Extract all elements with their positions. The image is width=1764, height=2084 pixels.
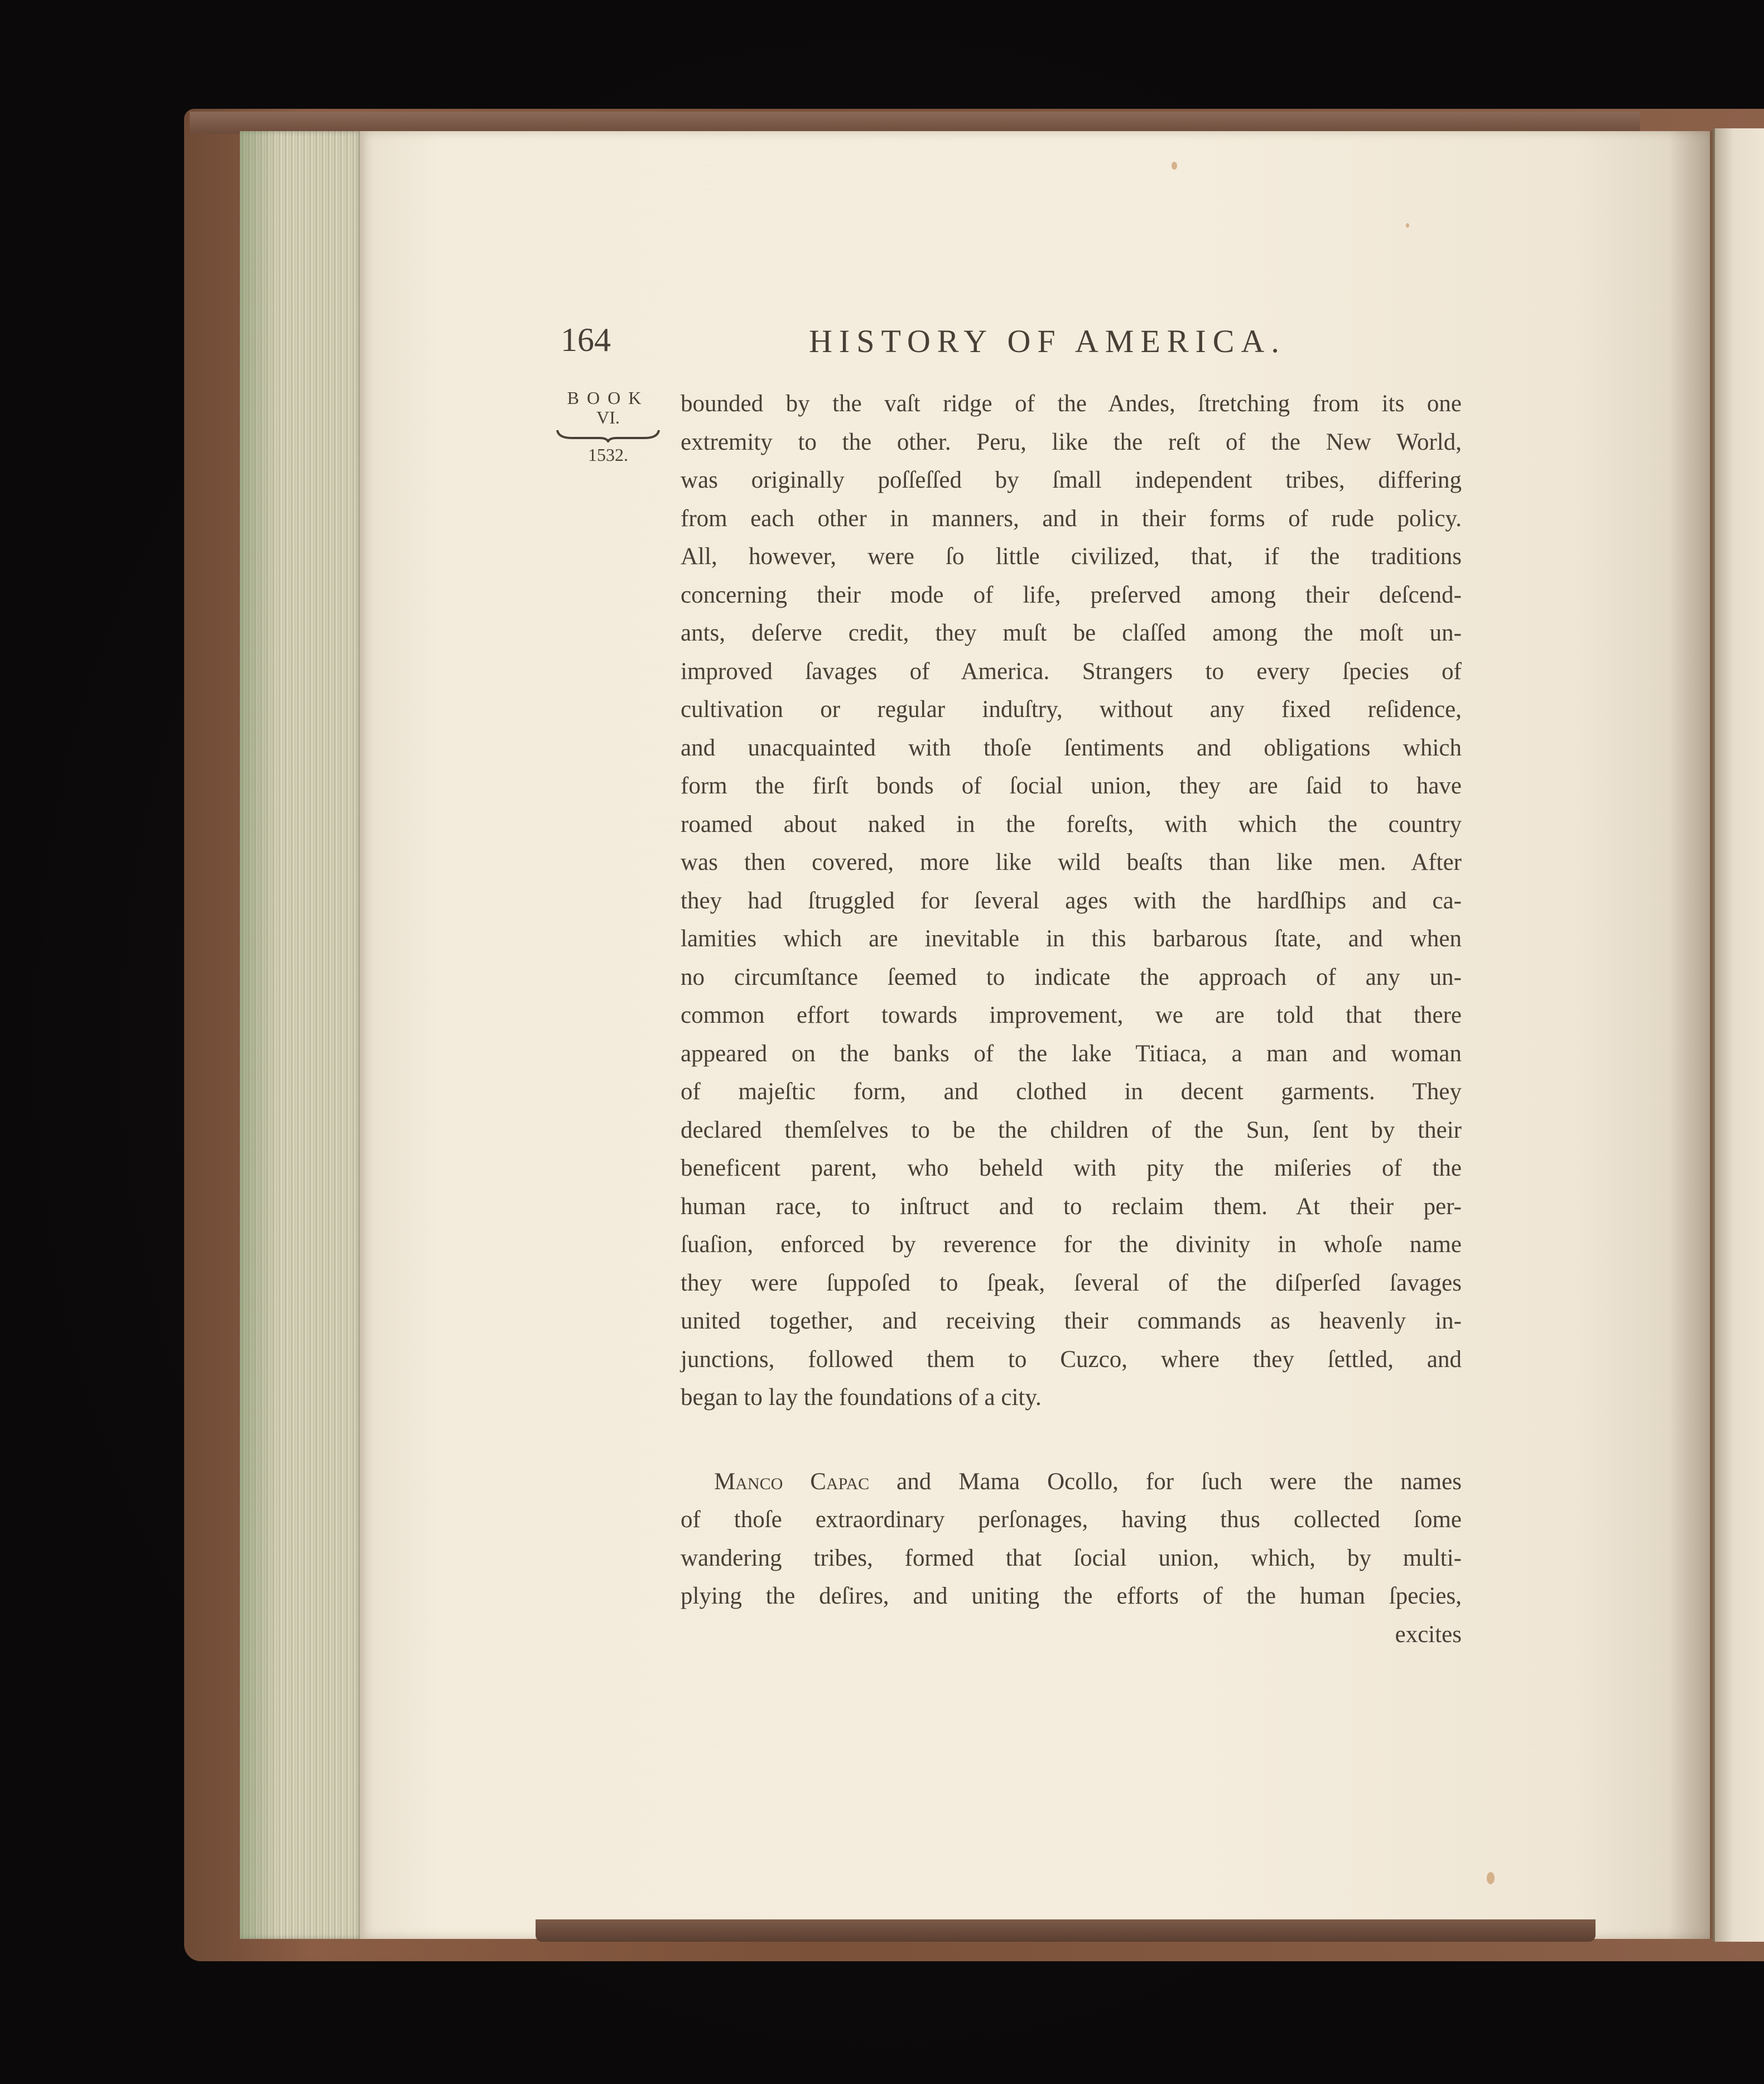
margin-book-label: BOOK <box>567 388 649 408</box>
text-line: from each other in manners, and in their forms of rude policy. <box>681 505 1462 532</box>
text-line: improved ſavages of America. Strangers to every ſpecies of <box>681 658 1462 685</box>
paragraph-2-first-line <box>681 1463 1462 1501</box>
gutter-shadow <box>1668 131 1713 1939</box>
paragraph-gap <box>681 1417 1462 1463</box>
binding-bottom-edge <box>536 1919 1596 1942</box>
text-line: junctions, followed them to Cuzco, where they ſettled, and <box>681 1346 1462 1373</box>
paragraph-1 <box>681 385 1462 1417</box>
text-line: common effort towards improvement, we are told that there <box>681 1002 1462 1028</box>
text-line: began to lay the foundations of a city. <box>681 1384 1042 1411</box>
text-line: lamities which are inevitable in this barbarous ſtate, and when <box>681 926 1462 952</box>
text-line: concerning their mode of life, preſerved among their deſcend- <box>681 581 1462 608</box>
text-line: cultivation or regular induſtry, without any fixed reſidence, <box>681 696 1462 723</box>
text-line: human race, to inſtruct and to reclaim them. At their per- <box>681 1193 1462 1220</box>
text-line: no circumſtance ſeemed to indicate the approach of any un- <box>681 964 1462 990</box>
text-line: plying the deſires, and uniting the efforts of the human ſpecies, <box>681 1583 1462 1609</box>
catchword: excites <box>1395 1621 1462 1648</box>
binding-top-edge <box>190 112 1640 134</box>
page-edges-shade <box>240 131 279 1939</box>
text-line: was originally poſſeſſed by ſmall independent tribes, differing <box>681 467 1462 493</box>
text-line: appeared on the banks of the lake Titiaca, a man and woman <box>681 1040 1462 1067</box>
text-line: extremity to the other. Peru, like the reſt of the New World, <box>681 429 1462 455</box>
text-line: declared themſelves to be the children of the Sun, ſent by their <box>681 1116 1462 1143</box>
text-line: and unacquainted with thoſe ſentiments and obligations which <box>681 734 1462 761</box>
text-line: beneficent parent, who beheld with pity the miſeries of the <box>681 1155 1462 1181</box>
margin-book-number: VI. <box>596 407 620 427</box>
text-line: wandering tribes, formed that ſocial union, which, by multi- <box>681 1544 1462 1571</box>
first-line-rest: and Mama Ocollo, for ſuch were the names <box>869 1468 1462 1495</box>
text-line: they had ſtruggled for ſeveral ages with the hardſhips and ca- <box>681 887 1462 914</box>
page-number: 164 <box>561 321 611 358</box>
text-line: bounded by the vaſt ridge of the Andes, ſtretching from its one <box>681 391 1462 417</box>
text-line: was then covered, more like wild beaſts than like men. After <box>681 849 1462 875</box>
running-title: HISTORY OF AMERICA. <box>809 323 1286 359</box>
text-line: they were ſuppoſed to ſpeak, ſeveral of the diſperſed ſavages <box>681 1269 1462 1296</box>
text-line: All, however, were ſo little civilized, that, if the traditions <box>681 543 1462 570</box>
text-line: ſuaſion, enforced by reverence for the divinity in whoſe name <box>681 1231 1462 1258</box>
text-line: of thoſe extraordinary perſonages, having thus collected ſome <box>681 1507 1462 1533</box>
paragraph-2-lines <box>681 1501 1462 1616</box>
facing-page-edge <box>1713 128 1764 1942</box>
margin-year: 1532. <box>588 445 628 465</box>
text-line: of majeſtic form, and clothed in decent garments. They <box>681 1079 1462 1105</box>
body-text <box>681 385 1462 1654</box>
foxing-spot <box>1406 223 1409 228</box>
brace-icon <box>555 428 661 442</box>
foxing-spot <box>1487 1872 1495 1884</box>
lead-words: Manco Capac <box>714 1468 870 1495</box>
text-line: united together, and receiving their commands as heavenly in- <box>681 1308 1462 1334</box>
text-line: form the firſt bonds of ſocial union, they are ſaid to have <box>681 773 1462 799</box>
foxing-spot <box>1172 162 1177 170</box>
text-line: roamed about naked in the foreſts, with which the country <box>681 811 1462 838</box>
paragraph-2 <box>681 1463 1462 1654</box>
margin-note <box>552 388 664 465</box>
text-line: ants, deſerve credit, they muſt be claſſed among the moſt un- <box>681 620 1462 646</box>
